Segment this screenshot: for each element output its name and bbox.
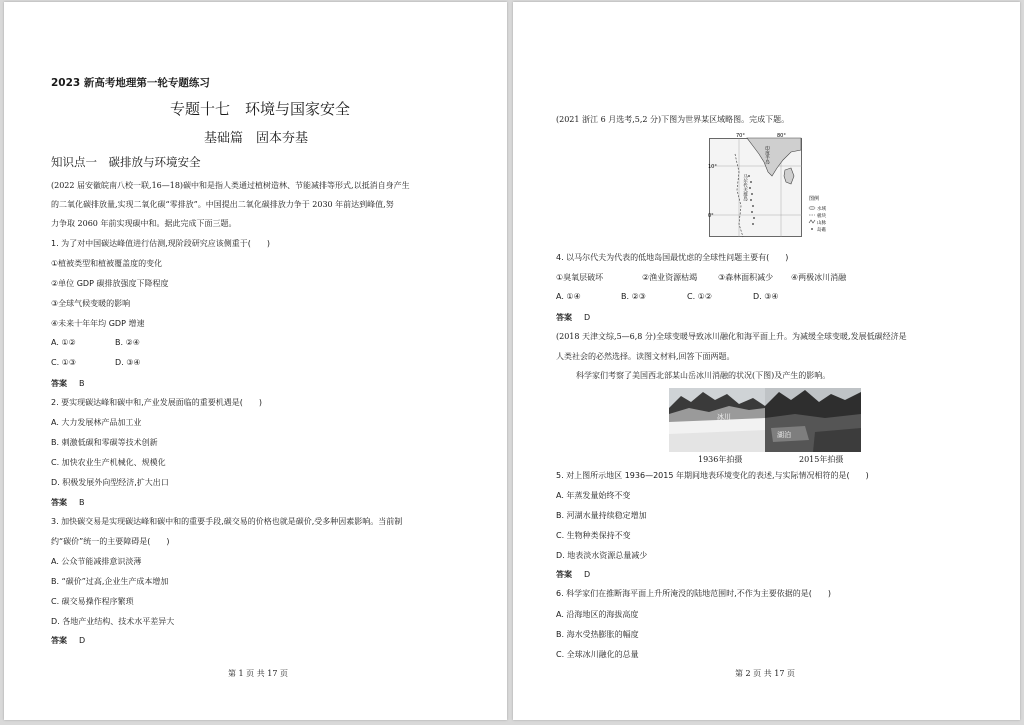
document-page-2: [513, 2, 1020, 720]
answer-label: 答案: [556, 570, 572, 579]
legend-item: 板块: [817, 214, 826, 219]
option-c: C. 生物种类保持不变: [556, 531, 631, 540]
doc-header: 2023 新高考地理第一轮专题练习: [51, 77, 210, 89]
question-stem: 5. 对上图所示地区 1936—2015 年期间地表环境变化的表述,与实际情况相符的是( ): [556, 471, 869, 480]
option-a: A. ①②: [51, 338, 76, 347]
intro-line: 人类社会的必然选择。读图文材料,回答下面两题。: [556, 352, 735, 361]
option-d: D. ③④: [753, 292, 779, 301]
glacier-photo-2015-svg: [765, 388, 861, 452]
option-d: D. 地表淡水资源总量减少: [556, 551, 648, 560]
statement-item: ①植被类型和植被覆盖度的变化: [51, 259, 163, 268]
answer-label: 答案: [51, 498, 67, 507]
question-stem: 约“碳价”统一的主要障碍是( ): [51, 537, 170, 546]
answer-value: D: [79, 636, 86, 645]
photo-caption: 2015年拍摄: [799, 455, 844, 464]
region-map: [709, 132, 842, 242]
option-d: D. 积极发展外向型经济,扩大出口: [51, 478, 169, 487]
answer-label: 答案: [51, 636, 67, 645]
option-b: B. ②④: [115, 338, 140, 347]
option-c: C. ①③: [51, 358, 77, 367]
intro-line: (2018 天津文综,5—6,8 分)全球变暖导致冰川融化和海平面上升。为减缓全球变暖,发展低碳经济是: [556, 332, 907, 341]
intro-line: (2021 浙江 6 月选考,5,2 分)下图为世界某区域略图。完成下题。: [556, 115, 790, 124]
option-b: B. ②③: [621, 292, 646, 301]
legend-water-swatch: [809, 206, 815, 209]
statement-item: ③森林面积减少: [718, 273, 774, 282]
option-d: D. 各地产业结构、技术水平差异大: [51, 617, 175, 626]
question-stem: 4. 以马尔代夫为代表的低地岛国最忧虑的全球性问题主要有( ): [556, 253, 789, 262]
option-c: C. ①②: [687, 292, 713, 301]
legend-reef-swatch: [811, 228, 813, 230]
legend-item: 山脉: [817, 221, 826, 226]
legend-item: 水域: [817, 207, 826, 212]
option-c: C. 加快农业生产机械化、规模化: [51, 458, 166, 467]
page-footer: 第 1 页 共 17 页: [228, 669, 288, 678]
question-stem: 1. 为了对中国碳达峰值进行估测,现阶段研究应该侧重于( ): [51, 239, 270, 248]
option-a: A. 大力发展林产品加工业: [51, 418, 142, 427]
page-subtitle: 基础篇 固本夯基: [204, 131, 309, 146]
answer-line: [556, 312, 590, 323]
intro-line: (2022 届安徽皖南八校一联,16—18)碳中和是指人类通过植树造林、节能减排等形式,以抵消自身产生: [51, 181, 410, 190]
region-map-svg: [709, 132, 842, 242]
option-a: A. 公众节能减排意识淡薄: [51, 557, 142, 566]
page-title: 专题十七 环境与国家安全: [170, 100, 351, 118]
photo-label: 冰川: [717, 413, 731, 421]
legend-mountain-swatch: [809, 220, 815, 223]
glacier-photo-1936-svg: [669, 388, 765, 452]
page-footer: 第 2 页 共 17 页: [735, 669, 795, 678]
section-heading: 知识点一 碳排放与环境安全: [51, 155, 201, 169]
statement-item: ③全球气候变暖的影响: [51, 299, 131, 308]
statement-item: ②渔业资源枯竭: [642, 273, 698, 282]
question-stem: 2. 要实现碳达峰和碳中和,产业发展面临的重要机遇是( ): [51, 398, 262, 407]
statement-item: ④未来十年年均 GDP 增速: [51, 319, 145, 328]
answer-line: [51, 635, 85, 646]
option-c: C. 全球冰川融化的总量: [556, 650, 639, 659]
answer-value: D: [584, 313, 591, 322]
intro-line: 力争取 2060 年前实现碳中和。据此完成下面三题。: [51, 219, 237, 228]
statement-item: ①臭氧层破坏: [556, 273, 604, 282]
answer-line: [51, 378, 85, 389]
glacier-photo-1936: [669, 388, 765, 452]
option-a: A. 年蒸发量始终不变: [556, 491, 631, 500]
figure-intro: 科学家们考察了美国西北部某山岳冰川消融的状况(下图)及产生的影响。: [576, 371, 831, 380]
lat-label: 0°: [708, 213, 714, 219]
intro-line: 的二氧化碳排放量,实现二氧化碳“零排放”。中国提出二氧化碳排放力争于 2030 年前达到峰值,努: [51, 200, 394, 209]
lon-label: 80°: [777, 133, 786, 139]
answer-line: [556, 569, 590, 580]
lon-label: 70°: [736, 133, 745, 139]
option-b: B. 刺激低碳和零碳等技术创新: [51, 438, 158, 447]
option-b: B. 海水受热膨胀的幅度: [556, 630, 639, 639]
answer-value: B: [79, 498, 85, 507]
photo-label: 湖泊: [777, 431, 791, 439]
answer-line: [51, 497, 85, 508]
answer-label: 答案: [51, 379, 67, 388]
statement-item: ②单位 GDP 碳排放强度下降程度: [51, 279, 169, 288]
question-stem: 3. 加快碳交易是实现碳达峰和碳中和的重要手段,碳交易的价格也就是碳价,受多种因素影响。当前制: [51, 517, 403, 526]
option-b: B. “碳价”过高,企业生产成本增加: [51, 577, 169, 586]
answer-value: B: [79, 379, 85, 388]
legend-item: 岛礁: [817, 228, 826, 233]
option-b: B. 河湖水量持续稳定增加: [556, 511, 647, 520]
lat-label: 10°: [708, 164, 717, 170]
photo-caption: 1936年拍摄: [698, 455, 743, 464]
document-page-1: [4, 2, 507, 720]
place-label: 马尔代夫群岛: [742, 174, 748, 201]
option-a: A. 沿海地区的海拔高度: [556, 610, 639, 619]
place-label: 印度半岛: [764, 146, 770, 164]
answer-label: 答案: [556, 313, 572, 322]
statement-item: ④两极冰川消融: [791, 273, 847, 282]
answer-value: D: [584, 570, 591, 579]
legend-title: 图例: [809, 196, 820, 202]
glacier-photo-2015: [765, 388, 861, 452]
option-d: D. ③④: [115, 358, 141, 367]
option-a: A. ①④: [556, 292, 581, 301]
question-stem: 6. 科学家们在推断海平面上升所淹没的陆地范围时,不作为主要依据的是( ): [556, 589, 831, 598]
option-c: C. 碳交易操作程序繁琐: [51, 597, 134, 606]
